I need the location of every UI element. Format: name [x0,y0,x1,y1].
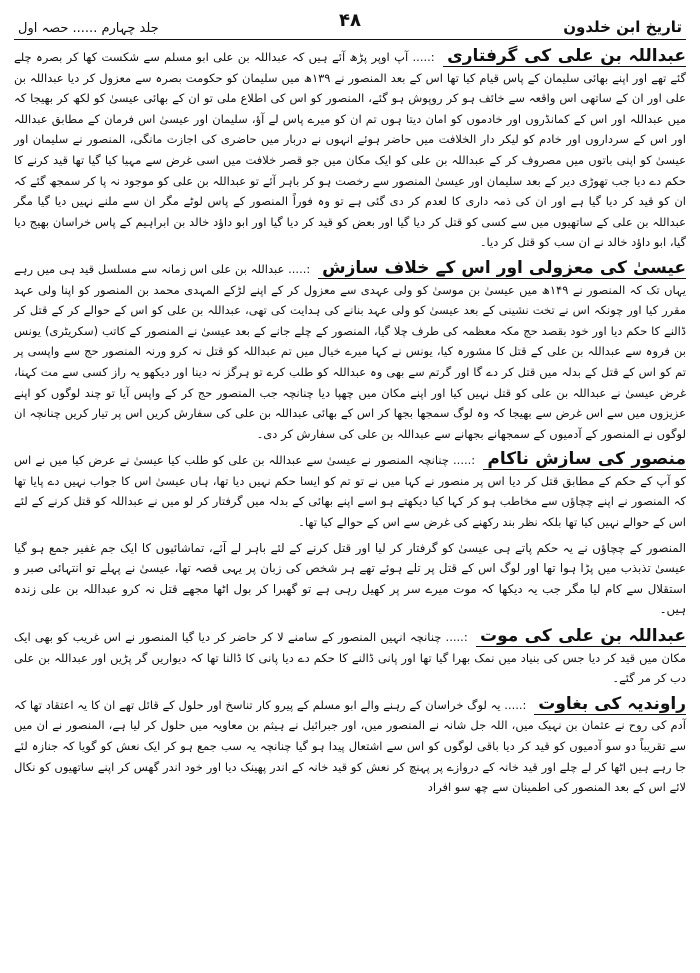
section-arrest [14,46,686,253]
section-text: :..... عبداللہ بن علی اس زمانہ سے مسلسل قید ہی میں رہے یہاں تک کہ المنصور نے ۱۴۹ھ میں عیسیٰ بن موسیٰ کو ولی عہدی سے معزول کر کے اپنے لڑکے المہدی محمد بن المنصور کو اپنا ولی عہد مقرر کیا اور چونکہ اس نے تخت نشینی کے بعد عیسیٰ کو ولی عہد بنانے کی ہدایت کی تھی، عبداللہ بن علی کو اس کے حوالے کر کے قتل کر ڈالنے کا حکم دیا اور خود بقصد حج مکہ معظمہ کی طرف چلا گیا، المنصور کے چلے جانے کے بعد عیسیٰ نے المنصور کے کاتب (سکریٹری) یونس بن فروہ سے عبداللہ بن علی کے قتل کا مشورہ کیا، یونس نے کہا میرے خیال میں تم عبداللہ کو قتل نہ کرو ورنہ المنصور حج سے واپسی پر تم کو اس کے قتل کے بدلہ میں قتل کر دے گا اور گرتم سے بھی وہ عبداللہ کو طلب کرے تو ہرگز نہ دینا اور دیکھو یہ راز کسی سے مت کہنا، غرض عیسیٰ نے عبداللہ بن علی کو قتل نہیں کیا اور اپنے مکان میں چھپا دیا چنانچہ جب المنصور حج کر کے واپس آیا تو چند لوگوں کو اپنے عزیزوں میں سے اس غرض سے بھیجا کہ وہ لوگ سمجھا بجھا کر اس کے بھائی عبداللہ بن علی کی سفارش کریں اس پر تیار کریں چنانچہ ان لوگوں نے المنصور کے آدمیوں کے سمجھانے بجھانے سے عبداللہ بن علی کی سفارش کر دی۔ [14,261,686,441]
section-isa-dismissal [14,258,686,444]
paragraph [14,694,686,798]
section-heading: عبداللہ بن علی کی موت [476,626,686,647]
paragraph [14,626,686,689]
paragraph [14,258,686,444]
page-header [14,8,686,40]
section-heading: راوندیہ کی بغاوت [534,694,686,715]
section-heading: منصور کی سازش ناکام [483,449,686,470]
section-heading: عیسیٰ کی معزولی اور اس کے خلاف سازش [318,258,686,279]
section-death [14,626,686,689]
paragraph [14,449,686,532]
section-heading: عبداللہ بن علی کی گرفتاری [443,46,686,67]
section-text: :..... چنانچہ انہیں المنصور کے سامنے لا کر حاضر کر دیا گیا المنصور نے اس غریب کو بھی ایک مکان میں قید کر دیا جس کی بنیاد میں نمک بھرا گیا تھا اور پانی ڈالنے کا حکم دے دیا پانی کا ڈالنا تھا کہ دیواریں گر پڑیں اور عبداللہ بن علی دب کر مر گئے۔ [14,630,686,686]
section-text: :..... چنانچہ المنصور نے عیسیٰ سے عبداللہ بن علی کو طلب کیا عیسیٰ نے عرض کیا میں نے اس کو آپ کے حکم کے مطابق قتل کر دیا اس پر منصور نے کہا میں نے تو تم کو ایسا حکم نہیں دیا تھا، ہاں عیسیٰ اس کا جواب نہیں دے پایا تھا کہ المنصور نے اپنے چچاؤں سے مخاطب ہو کر کہا کیا دیکھتے ہو اسے اپنے بھائی کے بدلہ میں گرفتار کر لو میں نے عبداللہ کو قتل کرنے کے لئے اس کے حوالے نہیں کیا تھا بلکہ نظر بند رکھنے کی غرض سے اس کے حوالے کیا تھا۔ [14,453,686,530]
page-number: ۴۸ [339,10,361,31]
paragraph: المنصور کے چچاؤں نے یہ حکم پاتے ہی عیسیٰ کو گرفتار کر لیا اور قتل کرنے کے لئے باہر لے آئے، تماشائیوں کا ایک جم غفیر جمع ہو گیا عیسیٰ تذبذب میں پڑا ہوا تھا اور لوگ اس کے قتل پر تلے ہوئے تھے ہر شخص کی زبان پر یہی قصہ تھا، عیسیٰ نے پہلے تو انتہائی صبر و استقلال سے کام لیا مگر جب یہ دیکھا کہ موت میرے سر پر کھیل رہی ہے تو گھبرا کر بول اٹھا مجھے قتل نہ کرو عبداللہ بن علی زندہ ہیں۔ [14,540,686,617]
section-plot-failed [14,449,686,532]
section-text: :..... آپ اوپر پڑھ آئے ہیں کہ عبداللہ بن علی ابو مسلم سے شکست کھا کر بصرہ چلے گئے تھے اور اپنے بھائی سلیمان کے پاس قیام کیا تھا اس کے بعد المنصور نے ۱۳۹ھ میں سلیمان کو حکومت بصرہ سے معزول کر دیا عبداللہ بن علی اور ان کے ساتھی اس واقعہ سے خائف ہو کر روپوش ہو گئے، المنصور کو اس کی اطلاع ملی تو ان کے بھائی عیسیٰ کو لکھ کر بھیجا کہ میں عبداللہ اور اس کے کمانڈروں اور خادموں کو امان دیتا ہوں تم ان کو میرے پاس لے آؤ، سلیمان اور عیسیٰ اس فرمان کے مطابق عبداللہ اور اس کے سرداروں اور خادم کو لیکر دار الخلافت میں حاضر ہوئے انہوں نے دربار میں حاضری کی اجازت مانگی، المنصور نے سلیمان اور عیسیٰ کو اپنی باتوں میں مصروف کر کے عبداللہ بن علی کو ایک مکان میں جو قصر خلافت میں اسی غرض سے مہیا کیا گیا تھا قید کرنے کا حکم دے دیا جب تھوڑی دیر کے بعد سلیمان اور عیسیٰ المنصور سے رخصت ہو کر باہر آئے تو عبداللہ بن علی کو موجود نہ پا کر سمجھ گئے کہ ان کو قید کر دیا گیا ہے اور ان کی ذمہ داری کا لعدم کر دی گئی ہے تو وہ فوراً المنصور کے پاس لوٹے مگر ان سے ملنے نہیں دیا گیا مگر عبداللہ بن علی کے ساتھیوں میں سے کسی کو قتل کر دیا گیا اور بعض کو قید کر دیا گیا اور ابو داؤد خالد بن ابراہیم کے پاس خراسان بھیج دیا گیا، ابو داؤد خالد نے ان سب کو قتل کر دیا۔ [14,50,686,250]
book-title: تاریخ ابن خلدون [563,18,682,36]
volume-label: جلد چہارم ...... حصہ اول [18,21,159,36]
paragraph [14,46,686,253]
section-rawandiya [14,694,686,798]
section-text: :..... یہ لوگ خراسان کے رہنے والے ابو مسلم کے پیرو کار تناسخ اور حلول کے قائل تھے ان کا یہ اعتقاد تھا کہ آدم کی روح نے عثمان بن نہیک میں، اللہ جل شانہ نے المنصور میں، اور جبرائیل نے ہیثم بن معاویہ میں حلول کر لیا ہے، المنصور نے ان میں سے تقریباً دو سو آدمیوں کو قید کر دیا باقی لوگوں کو اس سے اشتعال پیدا ہو گیا چنانچہ یہ سب جمع ہو کر ایک نعش کو گویا کہ جنازہ لئے جا رہے ہیں اٹھا کر لے چلے اور قید خانہ کے دروازے پر پہنچ کر نعش کو قید خانہ کے اندر پھینک دیا اور خود اندر گھس کر اپنے ساتھیوں کو نکال لائے اس کے بعد المنصور کی اطمینان سے چھ سو افراد [14,697,686,795]
